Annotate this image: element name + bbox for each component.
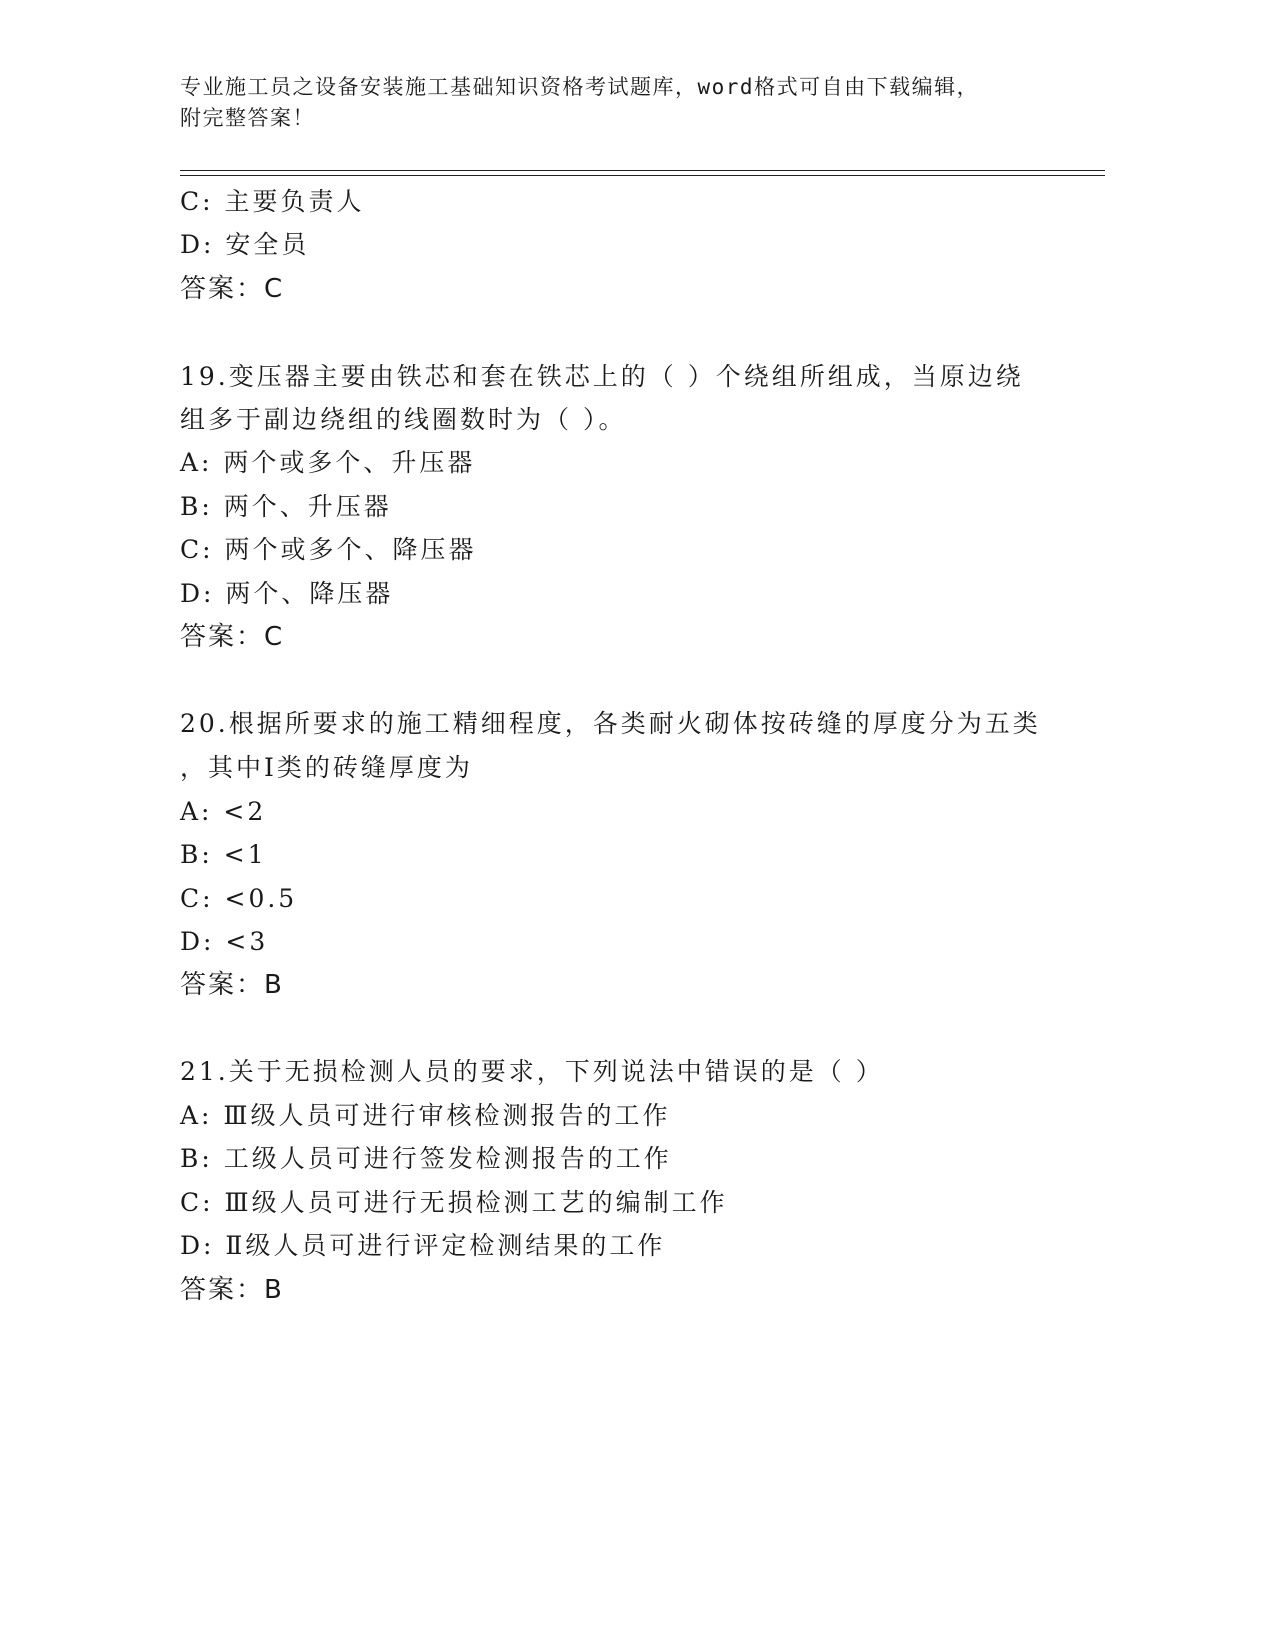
prev-answer: 答案：C [180,274,285,304]
header-line-1: 专业施工员之设备安装施工基础知识资格考试题库，word格式可自由下载编辑， [180,75,980,99]
header-divider-top [180,170,1105,171]
q20-stem-line-2: ，其中Ⅰ类的砖缝厚度为 [180,753,473,782]
q20-option-c: C: <0.5 [180,884,298,913]
q20-stem-line-1: 20.根据所要求的施工精细程度，各类耐火砌体按砖缝的厚度分为五类 [180,709,1041,738]
q19-option-a: A: 两个或多个、升压器 [180,448,476,477]
header-line-2: 附完整答案！ [180,106,315,130]
q19-answer: 答案：C [180,622,285,652]
q19-stem-line-2: 组多于副边绕组的线圈数时为（ ）。 [180,405,627,434]
q21-option-d: D: Ⅱ级人员可进行评定检测结果的工作 [180,1231,666,1260]
q20-option-a: A: <2 [180,797,267,826]
q21-option-a: A: Ⅲ级人员可进行审核检测报告的工作 [180,1101,671,1130]
page-header [180,72,1060,134]
q21-stem-line-1: 21.关于无损检测人员的要求，下列说法中错误的是（ ） [180,1057,884,1086]
header-divider-bottom [180,175,1105,176]
q19-option-c: C: 两个或多个、降压器 [180,535,477,564]
q21-option-b: B: 工级人员可进行签发检测报告的工作 [180,1144,672,1173]
q21-option-c: C: Ⅲ级人员可进行无损检测工艺的编制工作 [180,1188,728,1217]
q21-answer: 答案：B [180,1275,284,1305]
q20-option-b: B: <1 [180,840,267,869]
q19-option-b: B: 两个、升压器 [180,492,392,521]
q20-answer: 答案：B [180,970,284,1000]
prev-option-d: D: 安全员 [180,230,310,259]
q19-option-d: D: 两个、降压器 [180,579,394,608]
q20-option-d: D: <3 [180,927,269,956]
q19-stem-line-1: 19.变压器主要由铁芯和套在铁芯上的（ ）个绕组所组成，当原边绕 [180,362,1024,391]
prev-option-c: C: 主要负责人 [180,187,365,216]
